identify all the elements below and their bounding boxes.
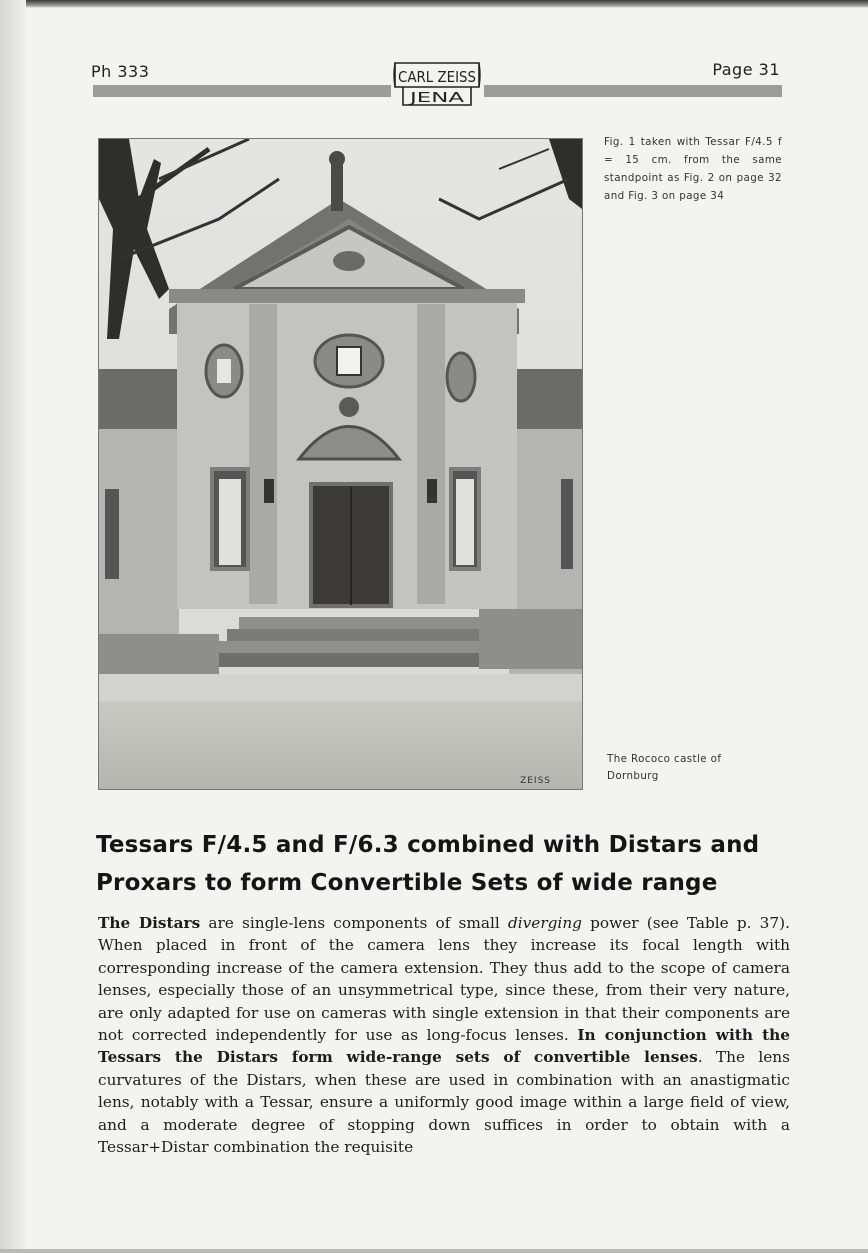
header-rule-right <box>484 85 782 97</box>
body-segment-3: . The lens curvatures of the Distars, when these are used in combination with an anastigmatic lens, notably with a Tessar, ensure a uniformly good image within a large field of view, and a moderate degree of stopping down suffices in order to obtain with a Tessar+Distar combination the requisite <box>98 1048 790 1157</box>
logo-text-bottom: JENA <box>408 91 465 106</box>
figure-title-line2: Dornburg <box>607 770 659 782</box>
carl-zeiss-logo <box>391 59 483 109</box>
body-segment-1: are single-lens components of small <box>200 914 508 932</box>
catalog-code: Ph 333 <box>91 62 150 81</box>
lead-term: The Distars <box>98 914 201 932</box>
bottom-shadow <box>0 1249 868 1253</box>
heading-line1: Tessars F/4.5 and F/6.3 combined with Distars and <box>96 832 760 858</box>
page-number: Page 31 <box>712 60 780 79</box>
header-rule-left <box>93 85 393 97</box>
figure-title-line1: The Rococo castle of <box>607 753 722 765</box>
section-heading <box>96 826 796 902</box>
italic-term: diverging <box>507 914 582 932</box>
bold-sentence: In conjunction with the Tessars the Distars form wide-range sets of convertible lenses <box>98 1026 790 1067</box>
castle-photograph <box>98 138 583 790</box>
logo-text-top: CARL ZEISS <box>398 68 476 86</box>
photo-watermark: ZEISS <box>520 776 551 786</box>
heading-line2: Proxars to form Convertible Sets of wide range <box>96 870 718 896</box>
body-segment-2: power (see Table p. 37). When placed in front of the camera lens they increase its focal length with corresponding increase of the camera extension. They thus add to the scope of camera lenses, especially those of an unsymmetrical type, since these, from their very nature, are only adapted for use on cameras with single extension in that their components are not corrected independently for use as long-focus lenses. <box>98 914 790 1045</box>
top-shadow <box>0 0 868 8</box>
figure-title <box>607 751 777 785</box>
figure-caption: Fig. 1 taken with Tessar F/4.5 f = 15 cm. from the same standpoint as Fig. 2 on page 32 and Fig. 3 on page 34 <box>604 136 782 202</box>
body-paragraph <box>98 912 790 1158</box>
page-binding-edge <box>0 0 26 1253</box>
